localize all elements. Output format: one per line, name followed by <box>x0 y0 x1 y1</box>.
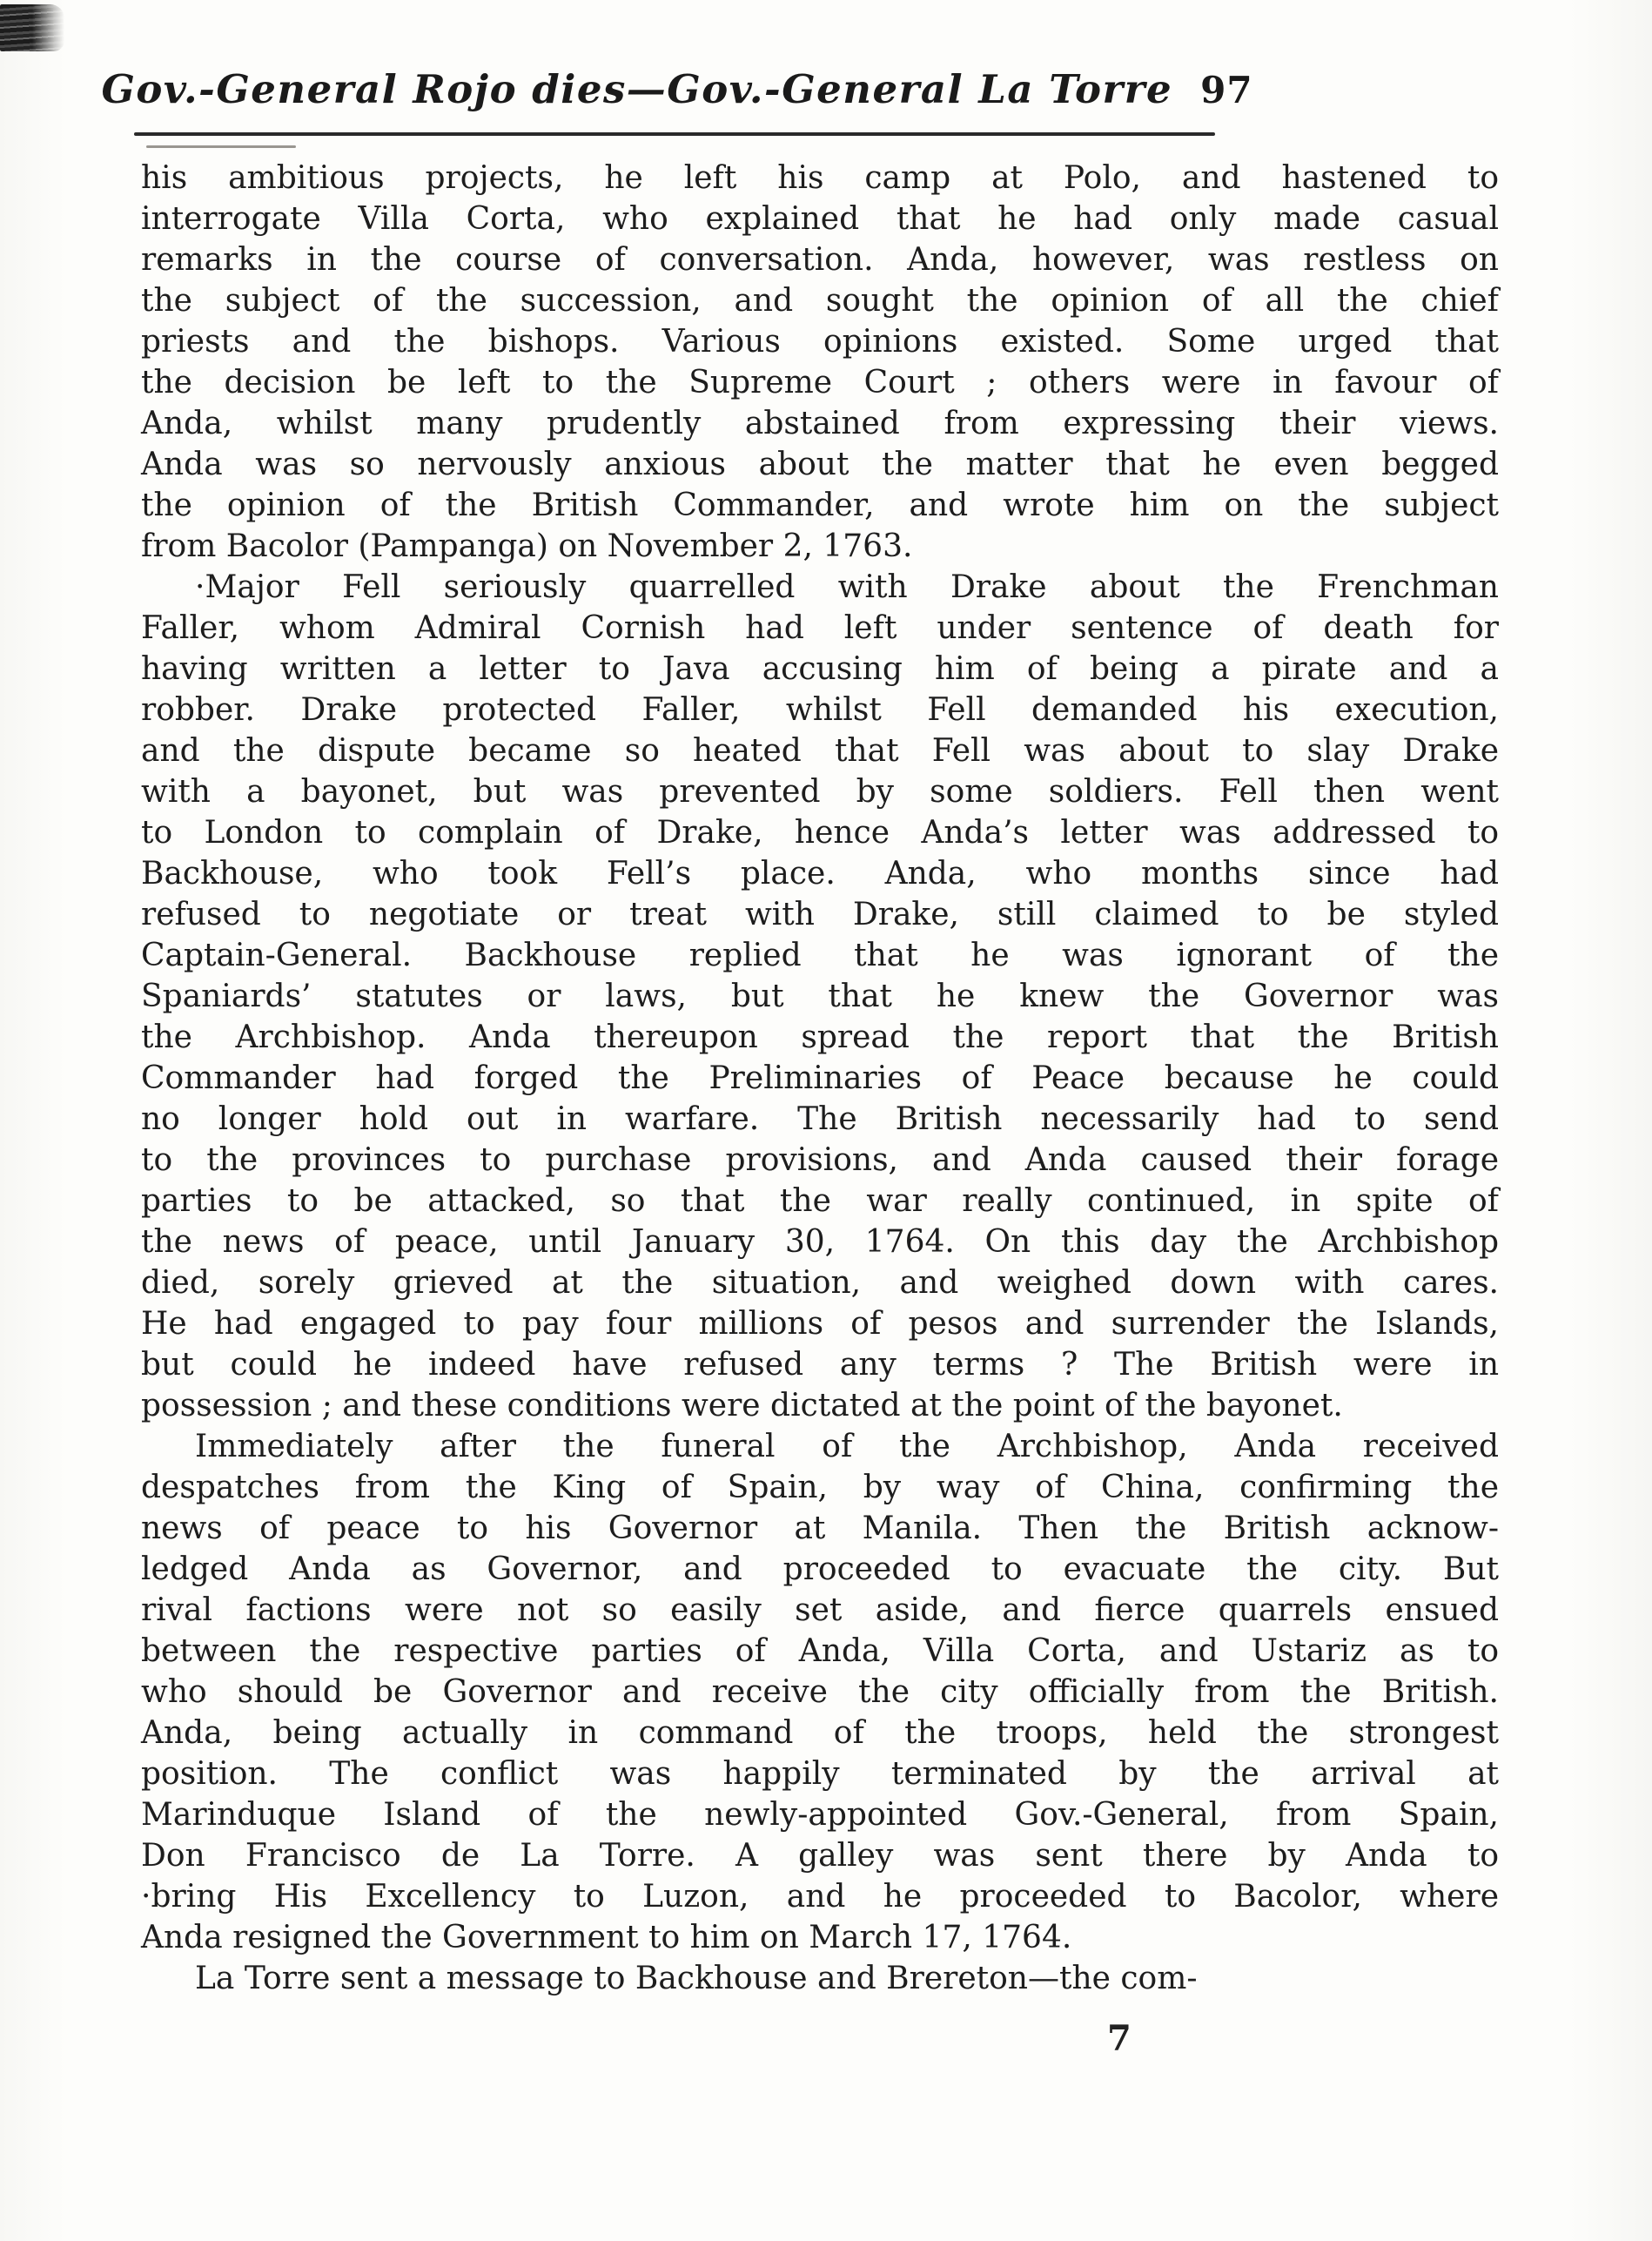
signature-mark: 7 <box>1107 2018 1132 2059</box>
text-line: the news of peace, until January 30, 1764. On this day the Archbishop <box>141 1224 1499 1260</box>
text-line: Anda was so nervously anxious about the matter that he even begged <box>141 447 1499 482</box>
text-line: La Torre sent a message to Backhouse and Brereton—the com- <box>195 1961 1198 1996</box>
header-rule-fragment-artifact <box>146 145 296 148</box>
text-line: despatches from the King of Spain, by way of China, confirming the <box>141 1470 1499 1505</box>
text-line: He had engaged to pay four millions of pesos and surrender the Islands, <box>141 1306 1499 1342</box>
header-rule <box>134 132 1215 136</box>
running-header-title: Gov.-General Rojo dies—Gov.-General La Torre <box>101 66 1173 112</box>
text-line: news of peace to his Governor at Manila. Then the British acknow- <box>141 1511 1499 1546</box>
text-line: Anda, being actually in command of the troops, held the strongest <box>141 1715 1499 1751</box>
paragraph <box>141 158 1499 567</box>
text-line: with a bayonet, but was prevented by some soldiers. Fell then went <box>141 774 1499 810</box>
text-line: but could he indeed have refused any terms ? The British were in <box>141 1347 1499 1383</box>
text-line: who should be Governor and receive the city officially from the British. <box>141 1674 1499 1710</box>
text-line: Marinduque Island of the newly-appointed Gov.-General, from Spain, <box>141 1797 1499 1833</box>
text-line: ·Major Fell seriously quarrelled with Drake about the Frenchman <box>195 569 1499 605</box>
text-line: refused to negotiate or treat with Drake, still claimed to be styled <box>141 897 1499 932</box>
paragraph <box>141 1426 1499 1958</box>
text-line: remarks in the course of conversation. Anda, however, was restless on <box>141 242 1499 278</box>
text-line: his ambitious projects, he left his camp at Polo, and hastened to <box>141 160 1499 196</box>
text-line: to London to complain of Drake, hence Anda’s letter was addressed to <box>141 815 1499 851</box>
text-line: interrogate Villa Corta, who explained that he had only made casual <box>141 201 1499 237</box>
text-line: and the dispute became so heated that Fell was about to slay Drake <box>141 733 1499 769</box>
text-line: from Bacolor (Pampanga) on November 2, 1763. <box>141 528 913 564</box>
text-line: robber. Drake protected Faller, whilst Fell demanded his execution, <box>141 692 1499 728</box>
text-line: the opinion of the British Commander, and wrote him on the subject <box>141 488 1499 523</box>
text-line: between the respective parties of Anda, Villa Corta, and Ustariz as to <box>141 1633 1499 1669</box>
text-line: Faller, whom Admiral Cornish had left under sentence of death for <box>141 610 1499 646</box>
text-line: the subject of the succession, and sought the opinion of all the chief <box>141 283 1499 319</box>
text-line: Backhouse, who took Fell’s place. Anda, who months since had <box>141 856 1499 892</box>
paragraph <box>141 1958 1499 1999</box>
text-line: position. The conflict was happily terminated by the arrival at <box>141 1756 1499 1792</box>
text-line: the Archbishop. Anda thereupon spread the report that the British <box>141 1020 1499 1055</box>
text-line: no longer hold out in warfare. The British necessarily had to send <box>141 1101 1499 1137</box>
running-header <box>101 66 1253 112</box>
text-line: the decision be left to the Supreme Court ; others were in favour of <box>141 365 1499 400</box>
text-line: having written a letter to Java accusing him of being a pirate and a <box>141 651 1499 687</box>
text-line: died, sorely grieved at the situation, and weighed down with cares. <box>141 1265 1499 1301</box>
text-line: to the provinces to purchase provisions, and Anda caused their forage <box>141 1142 1499 1178</box>
text-line: ledged Anda as Governor, and proceeded to evacuate the city. But <box>141 1551 1499 1587</box>
text-line: priests and the bishops. Various opinions existed. Some urged that <box>141 324 1499 360</box>
page-body <box>141 158 1499 1999</box>
text-line: Spaniards’ statutes or laws, but that he knew the Governor was <box>141 979 1499 1014</box>
page-number: 97 <box>1200 69 1253 111</box>
text-line: Don Francisco de La Torre. A galley was sent there by Anda to <box>141 1838 1499 1874</box>
text-line: possession ; and these conditions were dictated at the point of the bayonet. <box>141 1388 1343 1423</box>
text-line: Captain-General. Backhouse replied that he was ignorant of the <box>141 938 1499 973</box>
text-line: Anda, whilst many prudently abstained from expressing their views. <box>141 406 1499 441</box>
text-line: Immediately after the funeral of the Archbishop, Anda received <box>195 1429 1499 1464</box>
text-line: ·bring His Excellency to Luzon, and he proceeded to Bacolor, where <box>141 1879 1499 1915</box>
scan-smudge-artifact <box>0 4 64 51</box>
text-line: Commander had forged the Preliminaries of Peace because he could <box>141 1060 1499 1096</box>
paragraph <box>141 567 1499 1426</box>
text-line: Anda resigned the Government to him on March 17, 1764. <box>141 1920 1072 1955</box>
text-line: parties to be attacked, so that the war really continued, in spite of <box>141 1183 1499 1219</box>
text-line: rival factions were not so easily set aside, and fierce quarrels ensued <box>141 1592 1499 1628</box>
